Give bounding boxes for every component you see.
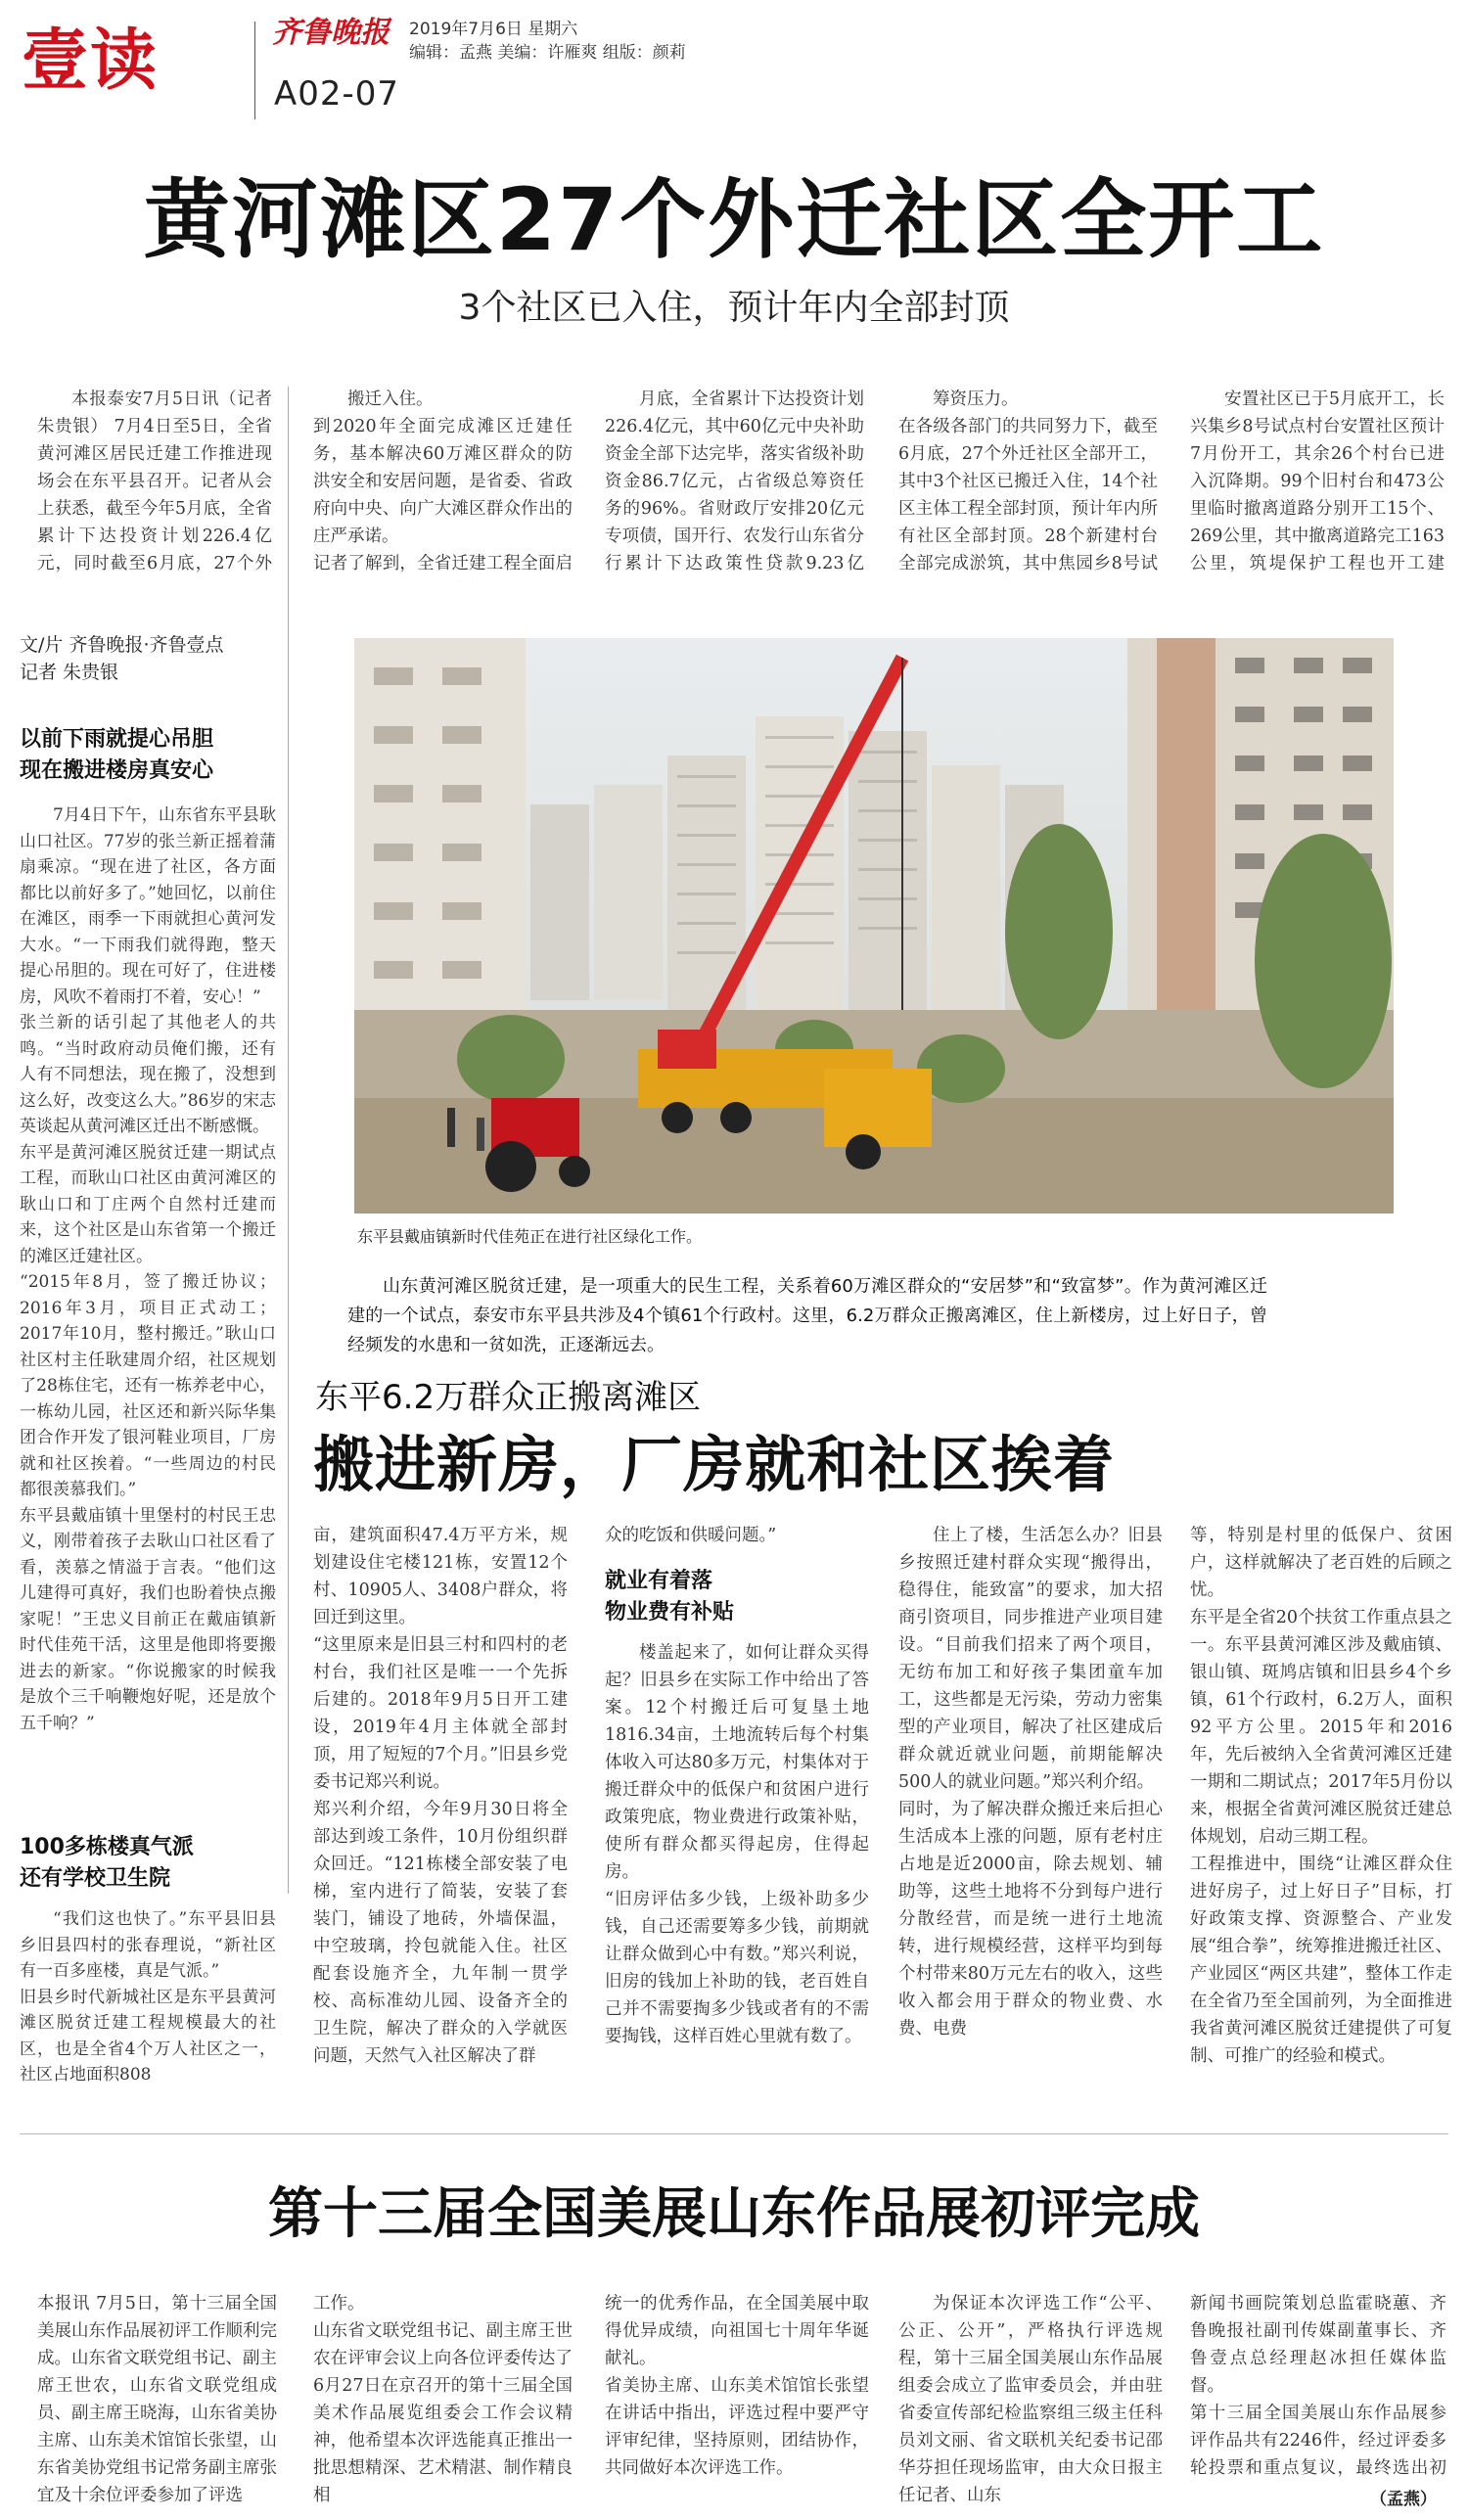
left-body-2: “我们这也快了。”东平县旧县乡旧县四村的张春理说，“新社区有一百多座楼，真是气派。” 旧县乡时代新城社区是东平县黄河滩区脱贫迁建工程规模最大的社区，也是全省4个万人社区之一，社区占地面积808 bbox=[20, 1909, 276, 2085]
page-number: A02-07 bbox=[274, 74, 400, 114]
masthead-date: 2019年7月6日 星期六 bbox=[409, 20, 578, 39]
top-article-col-1: 本报泰安7月5日讯（记者 朱贵银） 7月4日至5日，全省黄河滩区居民迁建工作推进现场会在东平县召开。记者从会上获悉，截至今年5月底，全省累计下达投资计划226.4亿元，同时截至6月底，27个外 bbox=[37, 389, 272, 573]
left-column-rule bbox=[288, 387, 289, 1894]
top-article-col-5: 安置社区已于5月底开工，长兴集乡8号试点村台安置社区预计7月份开工，其余26个村台已进入沉降期。99个旧村台和473公里临时撤离道路分别开工15个、269公里，其中撤离道路完工163公里，筑堤保护工程也开工建 bbox=[1190, 389, 1445, 573]
masthead bbox=[0, 0, 1468, 137]
third-col-5: 新闻书画院策划总监霍晓蕙、齐鲁晚报社副刊传媒副董事长、齐鲁壹点总经理赵冰担任媒体监督。 第十三届全国美展山东作品展参评作品共有2246件，经过评委多轮投票和重点复议，最终选出初 bbox=[1190, 2294, 1446, 2478]
photo-caption: 东平县戴庙镇新时代佳苑正在进行社区绿化工作。 bbox=[357, 1227, 703, 1246]
top-article-col-3: 月底，全省累计下达投资计划226.4亿元，其中60亿元中央补助资金全部下达完毕，落实省级补助资金86.7亿元，占省级总筹资任务的96%。省财政厅安排20亿元专项债，国开行、农发行山东省分行累计下达政策性贷款9.23亿 bbox=[605, 389, 864, 573]
second-kicker: 东平6.2万群众正搬离滩区 bbox=[315, 1378, 702, 1417]
third-headline: 第十三届全国美展山东作品展初评完成 bbox=[268, 2182, 1200, 2246]
masthead-divider bbox=[254, 22, 255, 119]
left-subhead-1: 以前下雨就提心吊胆 现在搬进楼房真安心 bbox=[20, 727, 214, 783]
left-subhead-2: 100多栋楼真气派 还有学校卫生院 bbox=[20, 1835, 194, 1891]
second-col-2: 楼盖起来了，如何让群众买得起？旧县乡在实际工作中给出了答案。12个村搬迁后可复垦土地1816.34亩，土地流转后每个村集体收入可达80多万元，村集体对于搬迁群众中的低保户和贫困户进行政策兜底，物业费进行政策补贴，使所有群众都买得起房，住得起房。 “旧房评估多少钱，上级补助多少钱，自己还需要筹多少钱，前期就让群众做到心中有数。”郑兴利说，旧房的钱加上补助的钱，老百姓自己并不需要掏多少钱或者有的不需要掏钱，这样百姓心里就有数了。 bbox=[605, 1643, 869, 2046]
top-article-col-4: 筹资压力。 在各级各部门的共同努力下，截至6月底，27个外迁社区全部开工，其中3个社区已搬迁入住，14个社区主体工程全部封顶，预计年内所有社区全部封顶。28个新建村台全部完成淤筑，其中焦园乡8号试 bbox=[898, 389, 1158, 573]
section-divider bbox=[20, 2133, 1448, 2134]
main-headline: 黄河滩区27个外迁社区全开工 bbox=[143, 169, 1325, 270]
third-col-1: 本报讯 7月5日，第十三届全国美展山东作品展初评工作顺利完成。山东省文联党组书记、副主席王世农，山东省文联党组成员、副主席王晓海，山东省美协主席、山东美术馆馆长张望，山东省美协党组书记常务副主席张宜及十余位评委参加了评选 bbox=[37, 2294, 277, 2505]
construction-scene-image bbox=[354, 638, 1394, 1214]
section-name: 壹读 bbox=[22, 23, 160, 100]
photo-credit-1: 文/片 齐鲁晚报·齐鲁壹点 bbox=[20, 634, 224, 656]
news-photo bbox=[354, 638, 1394, 1214]
photo-credit-2: 记者 朱贵银 bbox=[20, 662, 119, 683]
photo-intro: 山东黄河滩区脱贫迁建，是一项重大的民生工程，关系着60万滩区群众的“安居梦”和“致富梦”。作为黄河滩区迁建的一个试点，泰安市东平县共涉及4个镇61个行政村。这里，6.2万群众正搬离滩区，住上新楼房，过上好日子，曾经频发的水患和一贫如洗，正逐渐远去。 bbox=[347, 1276, 1267, 1355]
top-article-col-2: 搬迁入住。 到2020年全面完成滩区迁建任务，基本解决60万滩区群众的防洪安全和安居问题，是省委、省政府向中央、向广大滩区群众作出的庄严承诺。 记者了解到，全省迁建工程全面启 bbox=[313, 389, 573, 573]
second-col-2-top: 众的吃饭和供暖问题。” bbox=[605, 1526, 777, 1545]
masthead-editors: 编辑：孟燕 美编：许雁爽 组版：颜莉 bbox=[409, 43, 686, 63]
third-col-4: 为保证本次评选工作“公平、公正、公开”，严格执行评选规程，第十三届全国美展山东作品展组委会成立了监审委员会，并由驻省委宣传部纪检监察组三级主任科员刘文丽、省文联机关纪委书记邵华芬担任现场监审，由大众日报主任记者、山东 bbox=[898, 2294, 1163, 2505]
second-headline: 搬进新房，厂房就和社区挨着 bbox=[313, 1429, 1116, 1500]
main-subheadline: 3个社区已入住，预计年内全部封顶 bbox=[458, 288, 1010, 328]
second-col-1: 亩，建筑面积47.4万平方米，规划建设住宅楼121栋，安置12个村、10905人、3408户群众，将回迁到这里。 “这里原来是旧县三村和四村的老村台，我们社区是唯一一个先拆后建的。2018年9月5日开工建设，2019年4月主体就全部封顶，用了短短的7个月。”旧县乡党委书记郑兴利说。 郑兴利介绍，今年9月30日将全部达到竣工条件，10月份组织群众回迁。“121栋楼全部安装了电梯，室内进行了简装，安装了套装门，铺设了地砖，外墙保温，中空玻璃，拎包就能入住。社区配套设施齐全，九年制一贯学校、高标准幼儿园、设备齐全的卫生院，解决了群众的入学就医问题，天然气入社区解决了群 bbox=[313, 1526, 568, 2066]
second-col-2-subhead: 就业有着落 物业费有补贴 bbox=[605, 1569, 735, 1625]
third-col-3: 统一的优秀作品，在全国美展中取得优异成绩，向祖国七十周年华诞献礼。 省美协主席、山东美术馆馆长张望在讲话中指出，评选过程中要严守评审纪律，坚持原则，团结协作，共同做好本次评选工作。 bbox=[605, 2294, 869, 2478]
third-signoff: （孟燕） bbox=[1370, 2490, 1437, 2509]
second-col-4: 等，特别是村里的低保户、贫困户，这样就解决了老百姓的后顾之忧。 东平是全省20个扶贫工作重点县之一。东平县黄河滩区涉及戴庙镇、银山镇、斑鸠店镇和旧县乡4个乡镇，61个行政村，6.2万人，面积92平方公里。2015年和2016年，先后被纳入全省黄河滩区迁建一期和二期试点；2017年5月份以来，根据全省黄河滩区脱贫迁建总体规划，启动三期工程。 工程推进中，围绕“让滩区群众住进好房子，过上好日子”目标，打好政策支撑、资源整合、产业发展“组合拳”，统筹推进搬迁社区、产业园区“两区共建”，整体工作走在全省乃至全国前列，为全面推进我省黄河滩区脱贫迁建提供了可复制、可推广的经验和模式。 bbox=[1190, 1526, 1452, 2066]
second-col-3: 住上了楼，生活怎么办？旧县乡按照迁建村群众实现“搬得出，稳得住，能致富”的要求，加大招商引资项目，同步推进产业项目建设。“目前我们招来了两个项目，无纺布加工和好孩子集团童车加工，这些都是无污染，劳动力密集型的产业项目，解决了社区建成后群众就近就业问题，前期能解决500人的就业问题。”郑兴利介绍。 同时，为了解决群众搬迁来后担心生活成本上涨的问题，原有老村庄占地是近2000亩，除去规划、辅助等，这些土地将不分到每户进行分散经营，而是统一进行土地流转，进行规模经营，这样平均到每个村带来80万元左右的收入，这些收入都会用于群众的物业费、水费、电费 bbox=[898, 1526, 1163, 2039]
left-body-1: 7月4日下午，山东省东平县耿山口社区。77岁的张兰新正摇着蒲扇乘凉。“现在进了社区，各方面都比以前好多了。”她回忆，以前住在滩区，雨季一下雨就担心黄河发大水。“一下雨我们就得跑，整天提心吊胆的。现在可好了，住进楼房，风吹不着雨打不着，安心！” 张兰新的话引起了其他老人的共鸣。“当时政府动员俺们搬，还有人有不同想法，现在搬了，没想到这么好，改变这么大。”86岁的宋志英谈起从黄河滩区迁出不断感慨。 东平是黄河滩区脱贫迁建一期试点工程，而耿山口社区由黄河滩区的耿山口和丁庄两个自然村迁建而来，这个社区是山东省第一个搬迁的滩区迁建社区。 “2015年8月，签了搬迁协议；2016年3月，项目正式动工；2017年10月，整村搬迁。”耿山口社区村主任耿建周介绍，社区规划了28栋住宅，还有一栋养老中心，一栋幼儿园，社区还和新兴际华集团合作开发了银河鞋业项目，厂房就和社区挨着。“一些周边的村民都很羡慕我们。” 东平县戴庙镇十里堡村的村民王忠义，刚带着孩子去耿山口社区看了看，羡慕之情溢于言表。“他们这儿建得可真好，我们也盼着快点搬家呢！”王忠义目前正在戴庙镇新时代佳苑干活，这里是他即将要搬进去的新家。“你说搬家的时候我是放个三千响鞭炮好呢，还是放个五千响？” bbox=[20, 805, 276, 1733]
paper-logo: 齐鲁晚报 bbox=[272, 16, 390, 50]
third-col-2: 工作。 山东省文联党组书记、副主席王世农在评审会议上向各位评委传达了6月27日在京召开的第十三届全国美术作品展览组委会工作会议精神，他希望本次评选能真正推出一批思想精深、艺术精湛、制作精良相 bbox=[313, 2294, 573, 2505]
